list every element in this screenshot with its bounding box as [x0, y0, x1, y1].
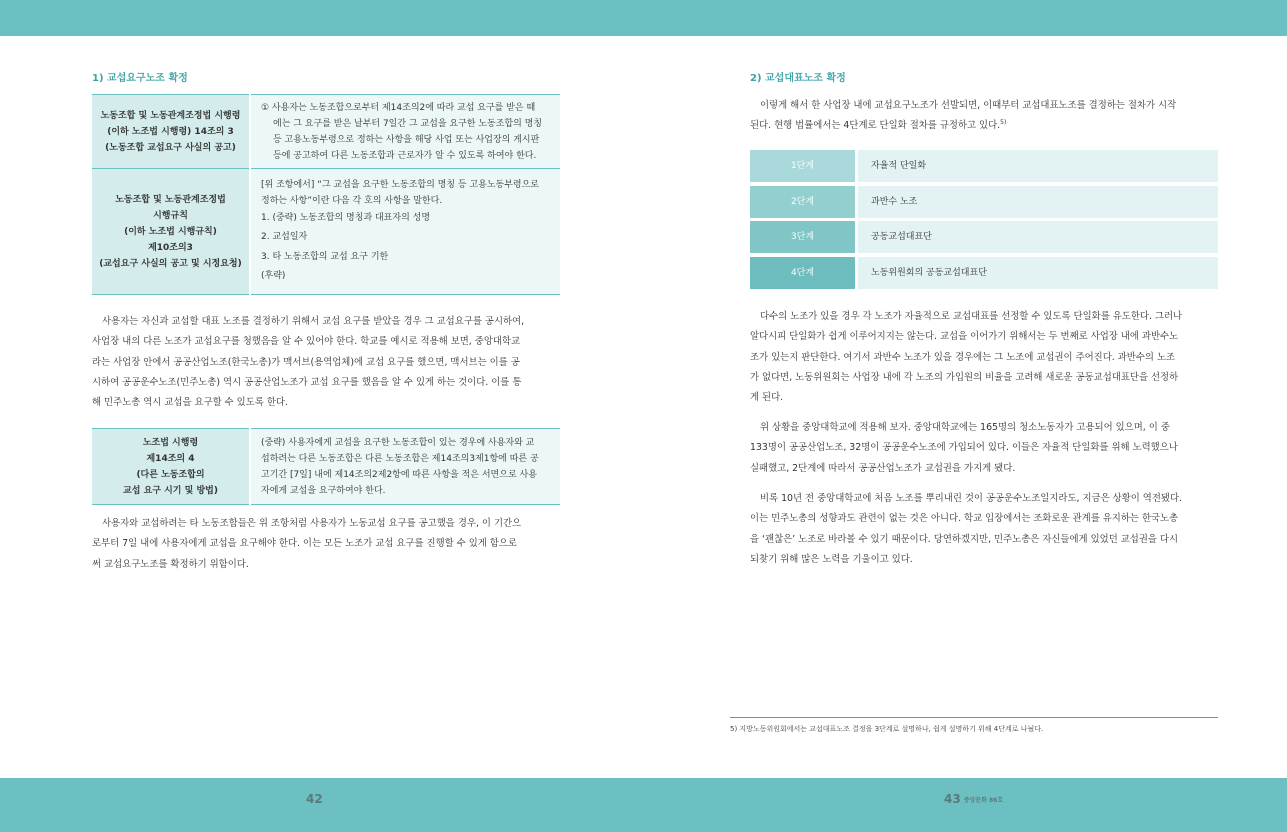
- step-label: 2단계: [750, 186, 855, 218]
- table-row: [92, 95, 560, 169]
- table-row-content: (중략) 사용자에게 교섭을 요구한 노동조합이 있는 경우에 사용자와 교 섭하려는 다른 노동조합은 다른 노동조합은 제14조의3제1항에 따른 공 고기간 [7일] 내에 제14조의2제2항에 따른 사항을 적은 서면으로 사용 자에게 교섭을 요구하여야 한다.: [250, 429, 560, 505]
- steps-table: [750, 150, 1218, 292]
- body-paragraph-right-1: 다수의 노조가 있을 경우 각 노조가 자율적으로 교섭대표를 선정할 수 있도록 단일화를 유도한다. 그러나 알다시피 단일화가 쉽게 이루어지지는 않는다. 교섭을 이어가기 위해서는 두 번째로 사업장 내에 과반수노 조가 있는지 판단한다. 여기서 과반수 노조가 있을 경우에는 그 노조에 교섭권이 주어진다. 과반수의 노조 가 없다면, 노동위원회는 사업장 내에 각 노조의 가입원의 비율을 고려해 새로운 공동교섭대표단을 선정하 게 된다.: [750, 311, 1183, 404]
- body-paragraph-right-2: 위 상황을 중앙대학교에 적용해 보자. 중앙대학교에는 165명의 청소노동자가 고용되어 있으며, 이 중 133명이 공공산업노조, 32명이 공공운수노조에 가입되어 있다. 이들은 자율적 단일화를 위해 노력했으나 실패했고, 2단계에 따라서 공공산업노조가 교섭권을 가지게 됐다.: [750, 422, 1178, 474]
- table-row: [92, 169, 560, 295]
- section-title-right: 2) 교섭대표노조 확정: [750, 73, 846, 84]
- table-row-content: ① 사용자는 노동조합으로부터 제14조의2에 따라 교섭 요구를 받은 때 에는 그 요구를 받은 날부터 7일간 그 교섭을 요구한 노동조합의 명칭 등 고용노동부령으로 정하는 사항을 해당 사업 또는 사업장의 게시판 등에 공고하여 다른 노동조합과 근로자가 알 수 있도록 하여야 한다.: [250, 95, 560, 169]
- step-row: [750, 221, 1218, 253]
- table-row: [92, 429, 560, 505]
- table-row-label: 노동조합 및 노동관계조정법 시행규칙 (이하 노조법 시행규칙) 제10조의3 (교섭요구 사실의 공고 및 시정요청): [92, 169, 250, 295]
- footnote: 5) 지방노동위원회에서는 교섭대표노조 결정을 3단계로 설명하나, 쉽게 설명하기 위해 4단계로 나눴다.: [730, 725, 1044, 733]
- footnote-marker: 5): [1000, 119, 1007, 127]
- step-row: [750, 257, 1218, 289]
- table-row-label: 노조법 시행령 제14조의 4 (다른 노동조합의 교섭 요구 시기 및 방법): [92, 429, 250, 505]
- law-table-2: [92, 428, 560, 505]
- step-label: 1단계: [750, 150, 855, 182]
- step-label: 3단계: [750, 221, 855, 253]
- page-number-left: 42: [306, 792, 323, 806]
- step-text: 과반수 노조: [858, 186, 1218, 218]
- page-number-right: 43 중앙문화 86호: [944, 792, 1004, 806]
- bottom-color-band: [0, 778, 1287, 832]
- section-title-left: 1) 교섭요구노조 확정: [92, 73, 188, 84]
- footnote-divider: [730, 717, 1218, 718]
- table-row-content: [위 조항에서] “그 교섭을 요구한 노동조합의 명칭 등 고용노동부령으로 정하는 사항”이란 다음 각 호의 사항을 말한다. 1. (중략) 노동조합의 명칭과 대표자의 성명 2. 교섭일자 3. 타 노동조합의 교섭 요구 기한 (후략): [250, 169, 560, 295]
- intro-paragraph-right: 이렇게 해서 한 사업장 내에 교섭요구노조가 선발되면, 이때부터 교섭대표노조를 결정하는 절차가 시작 된다. 현행 법률에서는 4단계로 단일화 절차를 규정하고 있다.$^{5)}$: [750, 100, 1177, 132]
- top-color-band: [0, 0, 1287, 36]
- body-paragraph-right-3: 비록 10년 전 중앙대학교에 처음 노조를 뿌리내린 것이 공공운수노조일지라도, 지금은 상황이 역전됐다. 이는 민주노총의 성향과도 관련이 없는 것은 아니다. 학교 입장에서는 조화로운 관계를 유지하는 한국노총 을 ‘괜찮은’ 노조로 바라볼 수 있기 때문이다. 당연하겠지만, 민주노총은 자신들에게 있었던 교섭권을 다시 되찾기 위해 많은 노력을 기울이고 있다.: [750, 493, 1182, 565]
- table-row-label: 노동조합 및 노동관계조정법 시행령 (이하 노조법 시행령) 14조의 3 (노동조합 교섭요구 사실의 공고): [92, 95, 250, 169]
- step-row: [750, 150, 1218, 182]
- magazine-name: 중앙문화 86호: [963, 797, 1004, 804]
- step-label: 4단계: [750, 257, 855, 289]
- step-text: 공동교섭대표단: [858, 221, 1218, 253]
- body-paragraph-left-2: 사용자와 교섭하려는 타 노동조합들은 위 조항처럼 사용자가 노동교섭 요구를 공고했을 경우, 이 기간으 로부터 7일 내에 사용자에게 교섭을 요구해야 한다. 이는 모든 노조가 교섭 요구를 진행할 수 있게 함으로 써 교섭요구노조를 확정하기 위함이다.: [92, 518, 522, 570]
- step-text: 노동위원회의 공동교섭대표단: [858, 257, 1218, 289]
- step-row: [750, 186, 1218, 218]
- body-paragraph-left-1: 사용자는 자신과 교섭할 대표 노조를 결정하기 위해서 교섭 요구를 받았을 경우 그 교섭요구를 공시하여, 사업장 내의 다른 노조가 교섭요구를 청했음을 알 수 있어야 한다. 학교를 예시로 적용해 보면, 중앙대학교 라는 사업장 안에서 공공산업노조(한국노총)가 맥서브(용역업체)에 교섭 요구를 했으면, 맥서브는 이를 공 시하여 공공운수노조(민주노총) 역시 공공산업노조가 교섭 요구를 했음을 알 수 있게 하는 것이다. 이를 통 해 민주노총 역시 교섭을 요구할 수 있도록 한다.: [92, 316, 525, 409]
- law-table-1: [92, 94, 560, 295]
- step-text: 자율적 단일화: [858, 150, 1218, 182]
